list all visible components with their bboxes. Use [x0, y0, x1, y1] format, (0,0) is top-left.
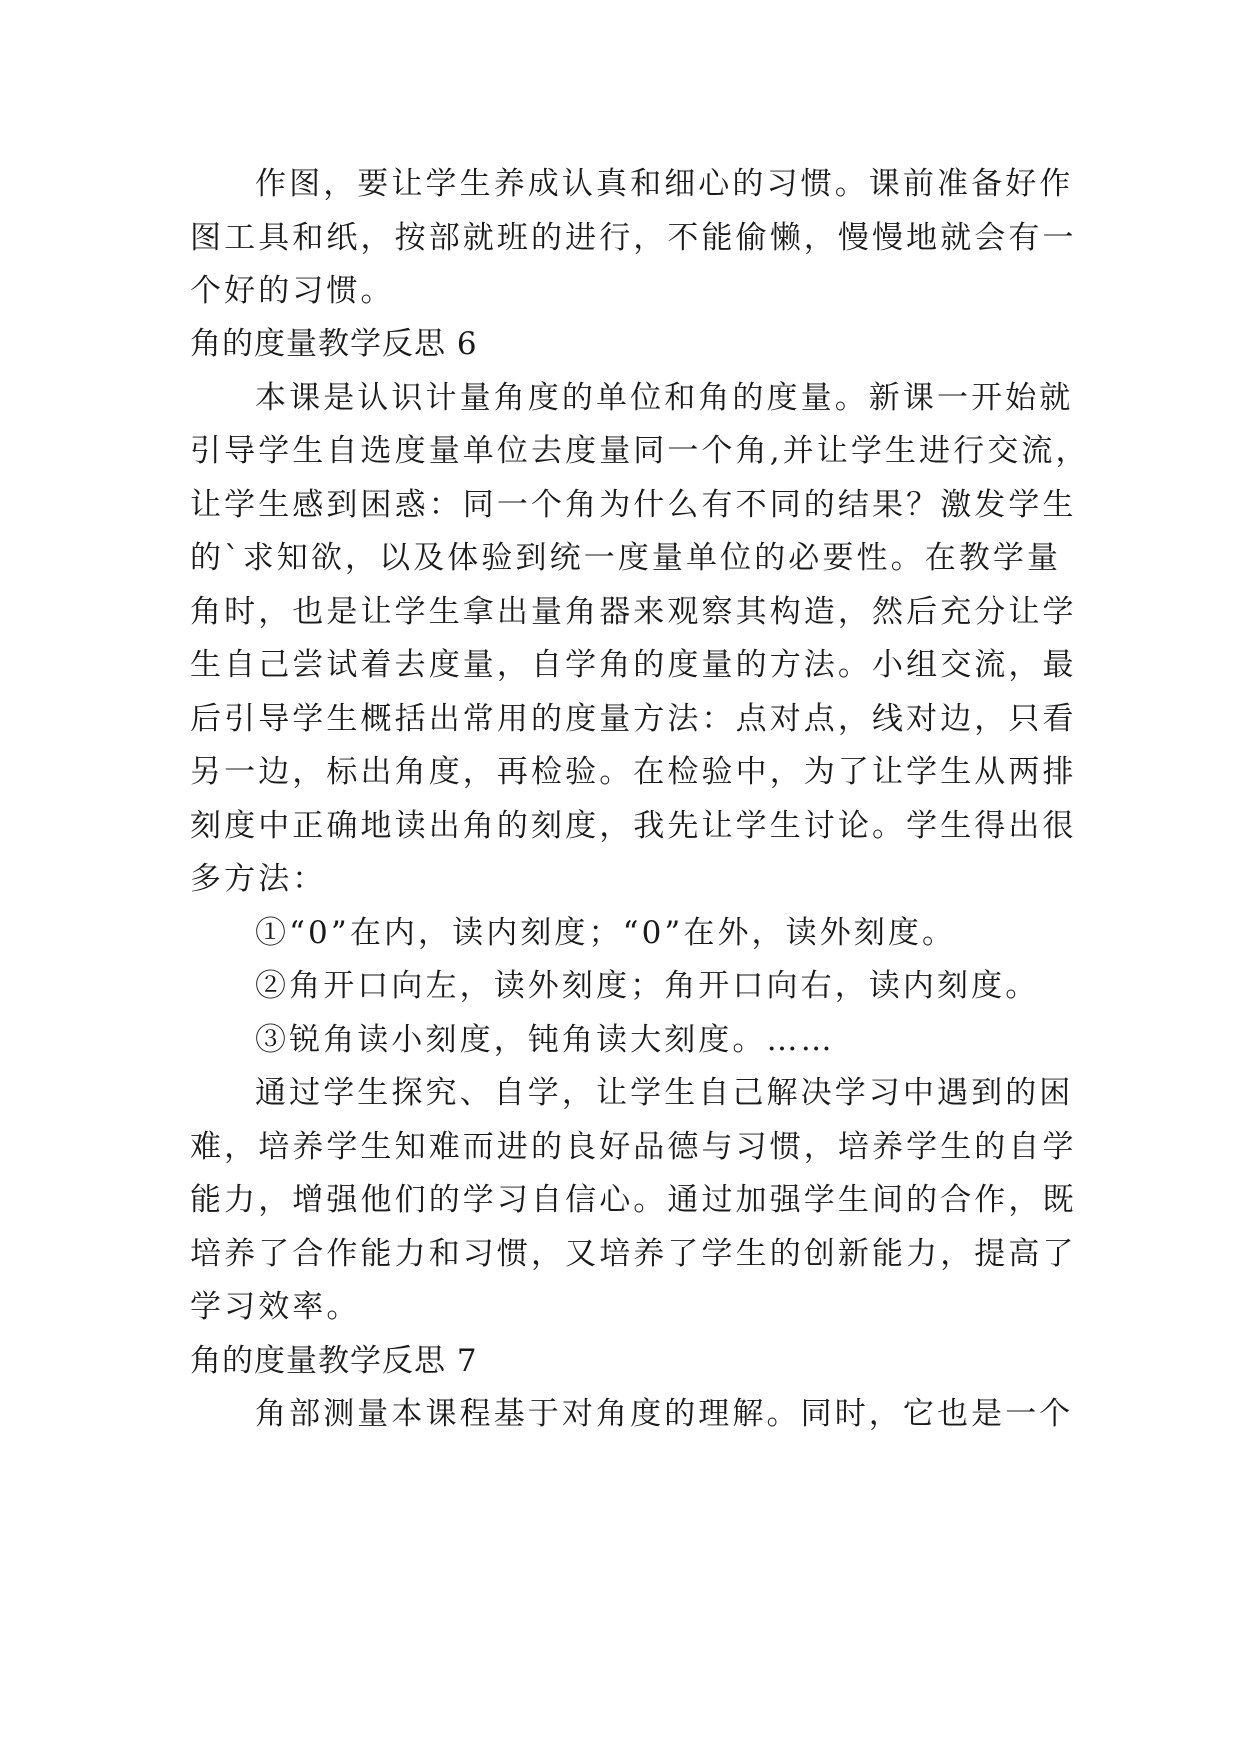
- list-item: ③锐角读小刻度，钝角读大刻度。……: [255, 1022, 835, 1058]
- paragraph-line: 后引导学生概括出常用的度量方法：点对点，线对边，只看: [190, 701, 1077, 737]
- paragraph-line: 难，培养学生知难而进的良好品德与习惯，培养学生的自学: [190, 1129, 1077, 1165]
- paragraph-line: 能力，增强他们的学习自信心。通过加强学生间的合作，既: [190, 1182, 1077, 1218]
- paragraph-line: 的`求知欲，以及体验到统一度量单位的必要性。在教学量: [190, 540, 1062, 576]
- paragraph-line: 个好的习惯。: [190, 273, 395, 309]
- paragraph-line: 培养了合作能力和习惯，又培养了学生的创新能力，提高了: [190, 1236, 1077, 1272]
- paragraph-line: 作图，要让学生养成认真和细心的习惯。课前准备好作: [255, 166, 1074, 202]
- paragraph-line: 引导学生自选度量单位去度量同一个角,并让学生进行交流，: [190, 433, 1090, 469]
- paragraph-line: 让学生感到困惑：同一个角为什么有不同的结果？激发学生: [190, 487, 1077, 523]
- paragraph-line: 学习效率。: [190, 1289, 361, 1325]
- paragraph-line: 本课是认识计量角度的单位和角的度量。新课一开始就: [255, 380, 1074, 416]
- section-heading: 角的度量教学反思 6: [190, 326, 478, 362]
- section-heading: 角的度量教学反思 7: [190, 1343, 478, 1379]
- list-item: ②角开口向左，读外刻度；角开口向右，读内刻度。: [255, 968, 1040, 1004]
- paragraph-line: 通过学生探究、自学，让学生自己解决学习中遇到的困: [255, 1075, 1074, 1111]
- paragraph-line: 多方法：: [190, 861, 327, 897]
- paragraph-line: 角部测量本课程基于对角度的理解。同时，它也是一个: [255, 1396, 1074, 1432]
- paragraph-line: 角时，也是让学生拿出量角器来观察其构造，然后充分让学: [190, 594, 1077, 630]
- list-item: ①“0”在内，读内刻度；“0”在外，读外刻度。: [255, 915, 957, 951]
- paragraph-line: 另一边，标出角度，再检验。在检验中，为了让学生从两排: [190, 754, 1077, 790]
- paragraph-line: 刻度中正确地读出角的刻度，我先让学生讨论。学生得出很: [190, 808, 1077, 844]
- paragraph-line: 图工具和纸，按部就班的进行，不能偷懒，慢慢地就会有一: [190, 220, 1077, 256]
- paragraph-line: 生自己尝试着去度量，自学角的度量的方法。小组交流，最: [190, 647, 1077, 683]
